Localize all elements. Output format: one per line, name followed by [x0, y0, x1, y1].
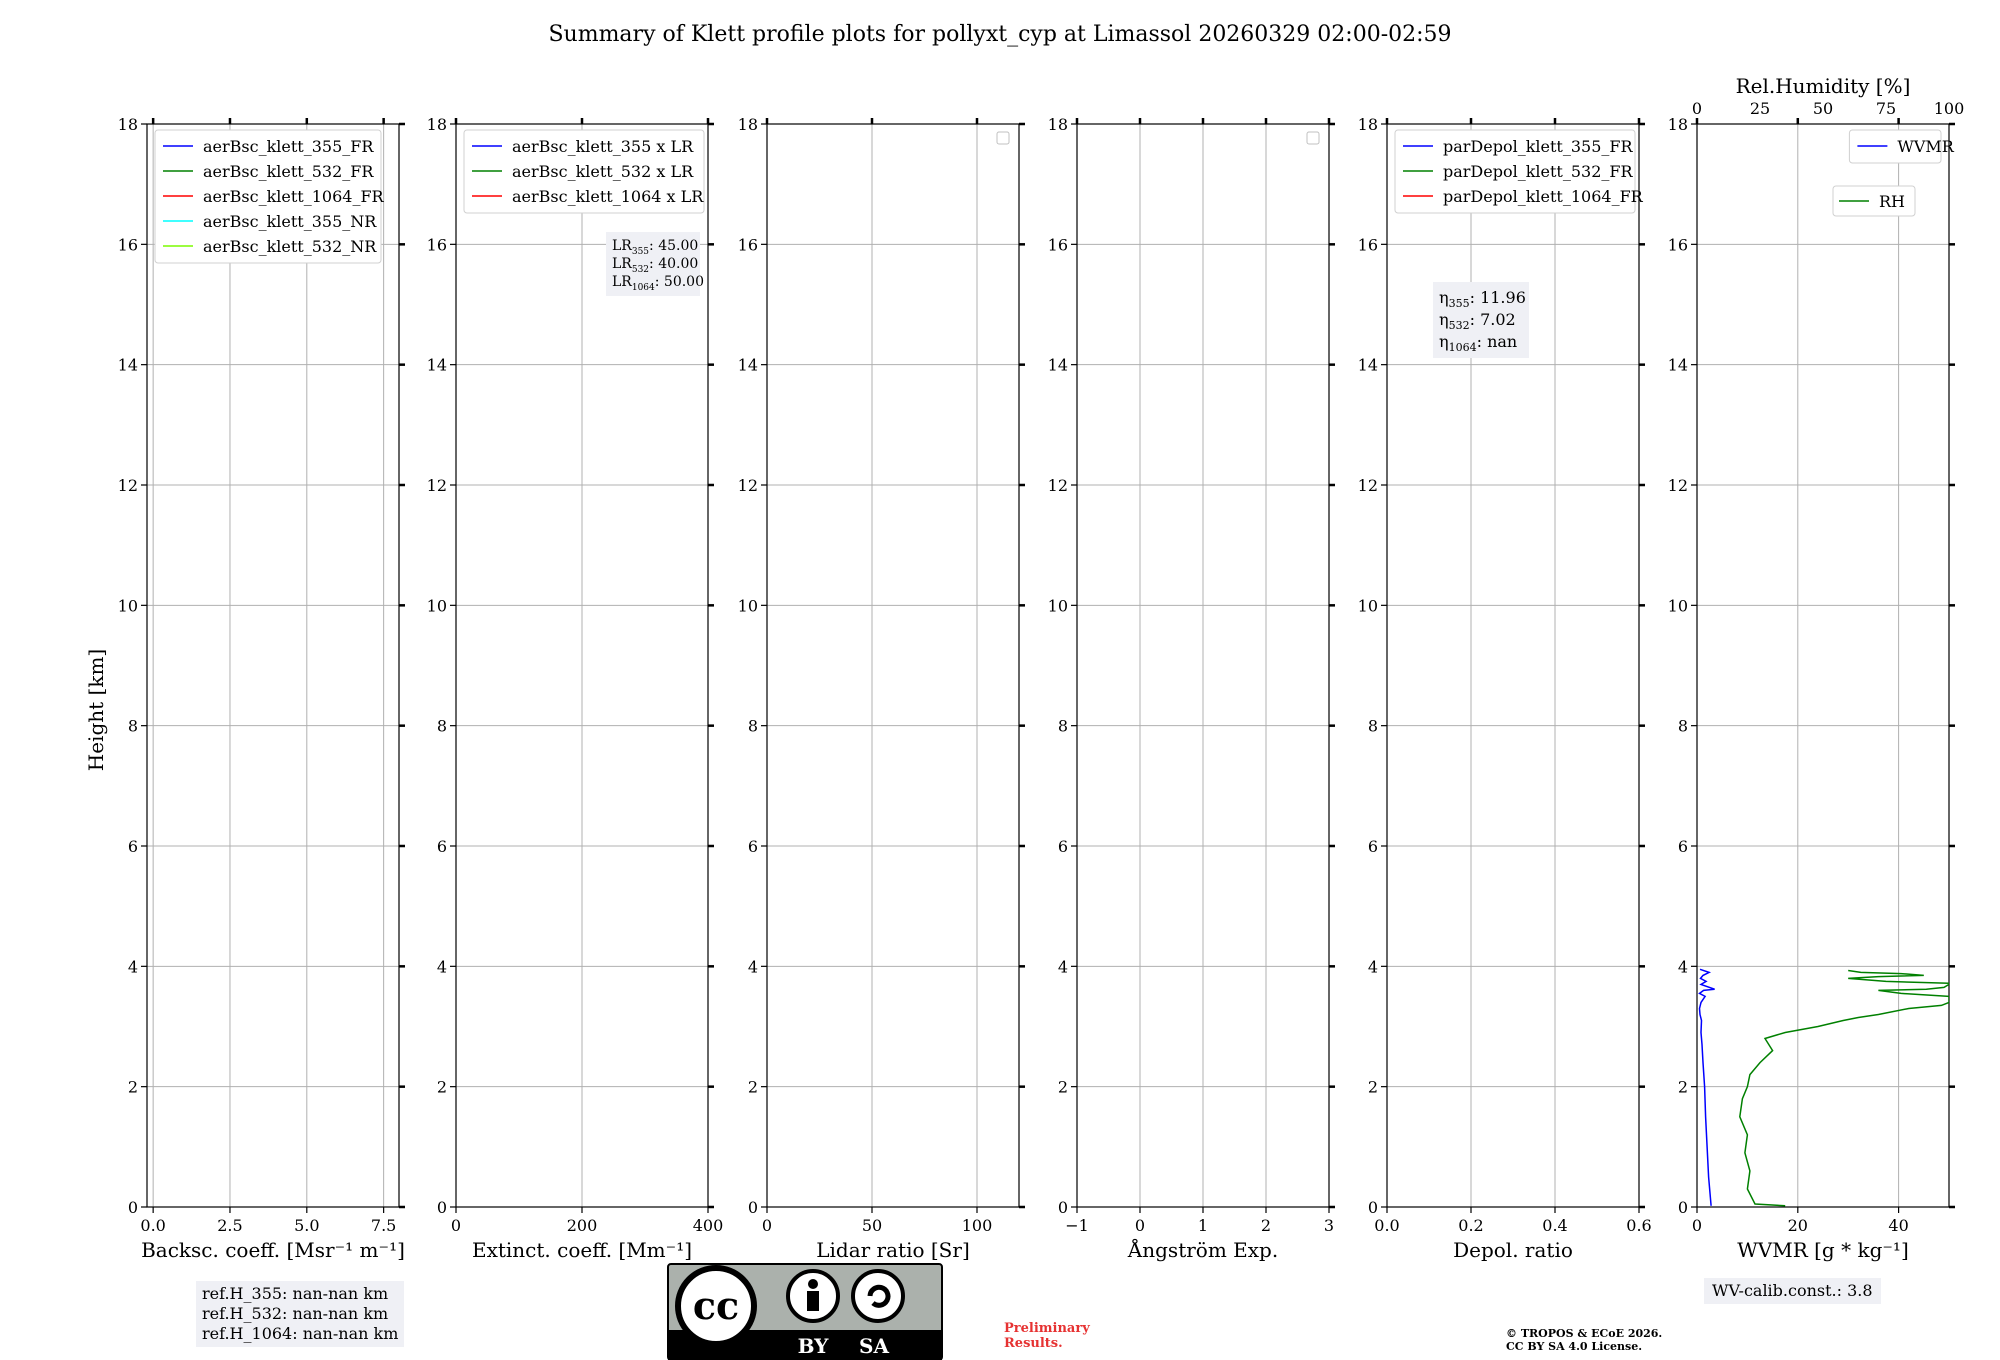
ref-height-1064: ref.H_1064: nan-nan km [202, 1324, 399, 1343]
y-axis-label: Height [km] [84, 648, 108, 772]
y-tick-label: 12 [1667, 476, 1688, 495]
copyright-line-2: CC BY SA 4.0 License. [1506, 1340, 1643, 1353]
y-tick-label: 2 [436, 1077, 447, 1097]
y-tick-label: 18 [1047, 115, 1068, 134]
legend-label: aerBsc_klett_532 x LR [512, 162, 694, 181]
y-tick-label: 14 [426, 355, 447, 375]
empty-legend-box [1307, 132, 1319, 144]
ref-height-box [196, 1281, 404, 1347]
x-axis-label: Lidar ratio [Sr] [816, 1238, 970, 1262]
y-tick-label: 4 [747, 957, 758, 977]
x-tick-label: 0 [1691, 1216, 1703, 1235]
info-line: $LR_{355}$: 45.00 [612, 238, 699, 257]
panel-angstrom [1048, 115, 1335, 1262]
person-icon-head [808, 1279, 818, 1289]
y-tick-label: 8 [436, 716, 447, 736]
x-tick-label: 0.6 [1626, 1216, 1652, 1235]
x-tick-label: 40 [1888, 1216, 1909, 1235]
panel-frame [147, 124, 399, 1207]
preliminary-note [1004, 1321, 1090, 1351]
ref-height-355: ref.H_355: nan-nan km [202, 1284, 389, 1303]
y-tick-label: 2 [1367, 1077, 1378, 1097]
by-label: BY [797, 1334, 829, 1358]
panel-frame [767, 124, 1019, 1207]
legend-label: aerBsc_klett_355_FR [203, 137, 374, 156]
y-tick-label: 6 [1367, 837, 1378, 856]
y-tick-label: 18 [1357, 115, 1378, 134]
x-tick-label: 400 [692, 1216, 724, 1235]
legend-label: parDepol_klett_1064_FR [1443, 187, 1643, 206]
y-tick-label: 4 [127, 957, 138, 977]
y-tick-label: 0 [127, 1198, 138, 1217]
wv-calib-box: WV-calib.const.: 3.8 [1704, 1278, 1881, 1304]
cc-logo-text: cc [692, 1283, 740, 1328]
y-tick-label: 8 [1367, 716, 1378, 736]
x-tick-label: 50 [861, 1216, 883, 1235]
legend-label: aerBsc_klett_532_FR [203, 162, 374, 181]
x-axis-label: WVMR [g * kg⁻¹] [1737, 1238, 1909, 1262]
info-line: $LR_{532}$: 40.00 [612, 256, 699, 275]
x-tick-label: 0.2 [1458, 1216, 1484, 1235]
y-tick-label: 10 [1667, 596, 1688, 616]
y-tick-label: 14 [117, 355, 138, 375]
y-tick-label: 16 [426, 235, 447, 255]
panel-backscatter [118, 115, 405, 1262]
y-tick-label: 14 [737, 355, 758, 375]
sa-label: SA [859, 1334, 889, 1358]
y-tick-label: 14 [1667, 355, 1688, 375]
y-tick-label: 8 [127, 716, 138, 736]
y-tick-label: 12 [1047, 476, 1068, 495]
y-tick-label: 2 [1677, 1077, 1688, 1097]
y-tick-label: 10 [1047, 596, 1068, 616]
panel-frame [1697, 124, 1949, 1207]
y-tick-label: 12 [737, 476, 758, 495]
y-tick-label: 6 [1057, 837, 1068, 856]
y-tick-label: 12 [426, 476, 447, 495]
legend-label: aerBsc_klett_1064 x LR [512, 187, 704, 206]
y-tick-label: 10 [117, 596, 138, 616]
x-tick-label: 20 [1787, 1216, 1808, 1235]
x-axis-label: Depol. ratio [1453, 1238, 1573, 1262]
x-tick-label: 3 [1323, 1216, 1335, 1235]
y-tick-label: 6 [1677, 837, 1688, 856]
y-tick-label: 0 [436, 1198, 447, 1217]
y-tick-label: 18 [737, 115, 758, 134]
y-tick-label: 4 [1677, 957, 1688, 977]
top-tick-label: 75 [1875, 99, 1897, 118]
y-tick-label: 8 [1057, 716, 1068, 736]
x-tick-label: 0.0 [1374, 1216, 1400, 1235]
x-axis-label: Backsc. coeff. [Msr⁻¹ m⁻¹] [141, 1238, 405, 1262]
x-tick-label: 5.0 [294, 1216, 320, 1235]
y-tick-label: 4 [1057, 957, 1068, 977]
panel-lidar-ratio [738, 115, 1025, 1262]
legend-label: parDepol_klett_355_FR [1443, 137, 1633, 156]
info-line: $\eta_{355}$: 11.96 [1439, 288, 1526, 310]
top-tick-label: 50 [1812, 99, 1834, 118]
y-tick-label: 18 [1667, 115, 1688, 134]
top-tick-label: 0 [1691, 99, 1703, 118]
y-tick-label: 14 [1047, 355, 1068, 375]
y-tick-label: 6 [747, 837, 758, 856]
person-icon-body [807, 1291, 819, 1311]
x-tick-label: 2 [1260, 1216, 1272, 1235]
y-tick-label: 16 [737, 235, 758, 255]
x-tick-label: 0 [761, 1216, 773, 1235]
copyright-note [1506, 1327, 1662, 1353]
x-tick-label: −1 [1065, 1216, 1089, 1235]
ref-height-532: ref.H_532: nan-nan km [202, 1304, 389, 1323]
x-tick-label: 0.4 [1542, 1216, 1568, 1235]
copyright-line-1: © TROPOS & ECoE 2026. [1506, 1327, 1663, 1340]
cc-by-sa-logo [668, 1264, 942, 1360]
x-tick-label: 0 [450, 1216, 462, 1235]
legend-label: aerBsc_klett_355_NR [203, 212, 377, 231]
y-tick-label: 14 [1357, 355, 1378, 375]
y-tick-label: 6 [436, 837, 447, 856]
x-tick-label: 1 [1197, 1216, 1209, 1235]
x-tick-label: 100 [961, 1216, 993, 1235]
info-line: $\eta_{1064}$: nan [1439, 332, 1518, 354]
top-axis-label: Rel.Humidity [%] [1735, 74, 1911, 98]
top-tick-label: 100 [1933, 99, 1965, 118]
y-tick-label: 4 [436, 957, 447, 977]
preliminary-line-2: Results. [1004, 1336, 1063, 1351]
wvmr-line [1700, 969, 1715, 1206]
x-axis-label: Extinct. coeff. [Mm⁻¹] [471, 1238, 693, 1262]
panel-extinction [427, 115, 724, 1262]
y-tick-label: 6 [127, 837, 138, 856]
legend-label: WVMR [1897, 137, 1954, 156]
panel-wvmr [1668, 74, 1965, 1262]
legend-label: aerBsc_klett_355 x LR [512, 137, 694, 156]
y-tick-label: 8 [747, 716, 758, 736]
x-tick-label: 0 [1134, 1216, 1146, 1235]
x-tick-label: 7.5 [370, 1216, 397, 1235]
y-tick-label: 4 [1367, 957, 1378, 977]
top-tick-label: 25 [1749, 99, 1771, 118]
figure-title: Summary of Klett profile plots for pollyxt_cyp at Limassol 20260329 02:00-02:59 [548, 22, 1452, 47]
y-tick-label: 16 [1047, 235, 1068, 255]
y-tick-label: 0 [1677, 1198, 1688, 1217]
y-tick-label: 0 [747, 1198, 758, 1217]
y-tick-label: 16 [1667, 235, 1688, 255]
legend-label: aerBsc_klett_1064_FR [203, 187, 384, 206]
info-line: $LR_{1064}$: 50.00 [612, 274, 704, 293]
legend-label: parDepol_klett_532_FR [1443, 162, 1633, 181]
y-tick-label: 8 [1677, 716, 1688, 736]
y-tick-label: 10 [737, 596, 758, 616]
x-tick-label: 200 [566, 1216, 598, 1235]
y-tick-label: 2 [1057, 1077, 1068, 1097]
y-tick-label: 18 [426, 115, 447, 134]
x-tick-label: 0.0 [140, 1216, 166, 1235]
x-tick-label: 2.5 [217, 1216, 243, 1235]
y-tick-label: 10 [426, 596, 447, 616]
y-tick-label: 0 [1367, 1198, 1378, 1217]
y-tick-label: 18 [117, 115, 138, 134]
info-line: $\eta_{532}$: 7.02 [1439, 310, 1516, 332]
preliminary-line-1: Preliminary [1004, 1321, 1090, 1336]
y-tick-label: 16 [117, 235, 138, 255]
empty-legend-box [997, 132, 1009, 144]
y-tick-label: 12 [117, 476, 138, 495]
y-tick-label: 0 [1057, 1198, 1068, 1217]
x-axis-label: Ångström Exp. [1127, 1238, 1279, 1262]
y-tick-label: 16 [1357, 235, 1378, 255]
legend-label: RH [1879, 192, 1905, 211]
legend-label: aerBsc_klett_532_NR [203, 237, 377, 256]
y-tick-label: 2 [747, 1077, 758, 1097]
rh-line [1740, 971, 1949, 1206]
panel-depol [1358, 115, 1652, 1262]
y-tick-label: 12 [1357, 476, 1378, 495]
y-tick-label: 10 [1357, 596, 1378, 616]
y-tick-label: 2 [127, 1077, 138, 1097]
